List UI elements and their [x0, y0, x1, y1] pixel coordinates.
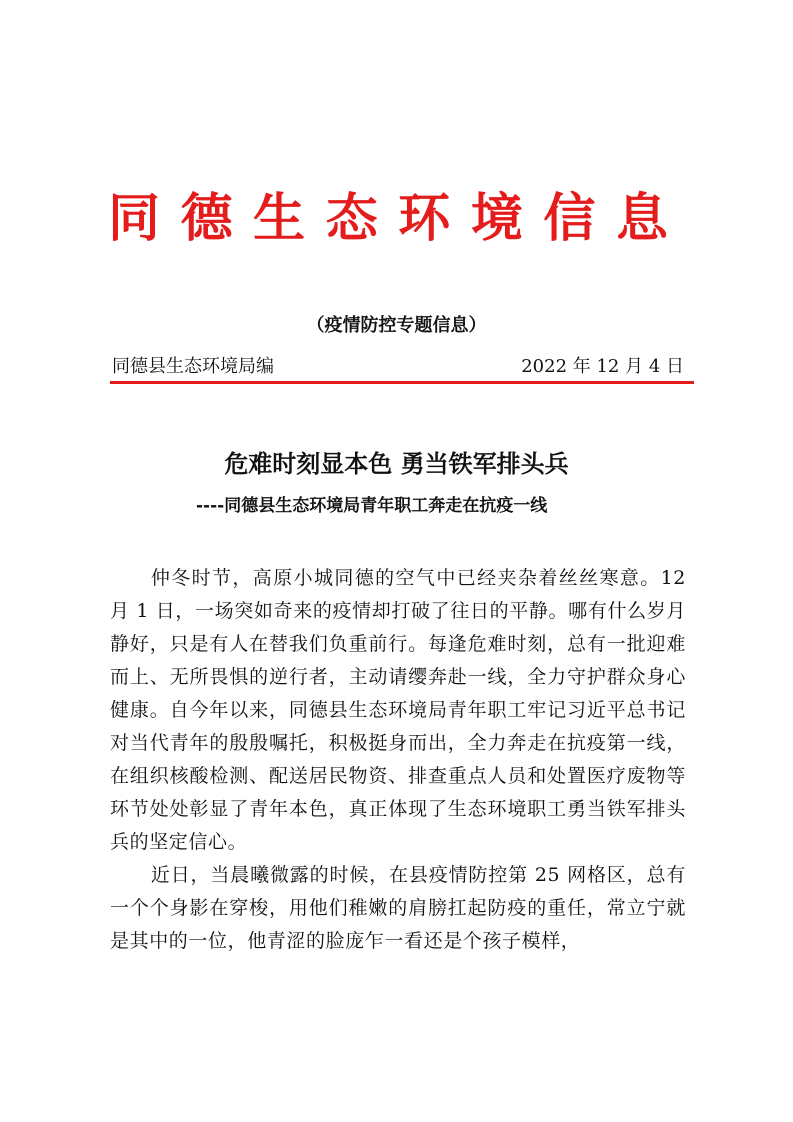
article-subtitle: ----同德县生态环境局青年职工奔走在抗疫一线 — [196, 496, 548, 516]
masthead-title — [108, 186, 668, 252]
masthead-char: 德 — [180, 189, 233, 249]
body-paragraph: 近日，当晨曦微露的时候，在县疫情防控第 25 网格区，总有一个个身影在穿梭，用他们稚嫩的肩膀扛起防疫的重任，常立宁就是其中的一位，他青涩的脸庞乍一看还是个孩子模样， — [110, 864, 686, 952]
article-body — [110, 562, 686, 958]
article-title: 危难时刻显本色 勇当铁军排头兵 — [224, 450, 569, 478]
issue-subtitle: （疫情防控专题信息） — [306, 315, 487, 336]
masthead-char: 环 — [398, 189, 451, 249]
meta-row — [112, 353, 684, 381]
masthead-char: 同 — [108, 189, 161, 249]
masthead-char: 境 — [470, 189, 523, 249]
body-paragraph: 仲冬时节，高原小城同德的空气中已经夹杂着丝丝寒意。12 月 1 日，一场突如奇来的疫情却打破了往日的平静。哪有什么岁月静好，只是有人在替我们负重前行。每逢危难时刻，总有一批迎难而上、无所畏惧的逆行者，主动请缨奔赴一线，全力守护群众身心健康。自今年以来，同德县生态环境局青年职工牢记习近平总书记对当代青年的殷殷嘱托，积极挺身而出，全力奔走在抗疫第一线，在组织核酸检测、配送居民物资、排查重点人员和处置医疗废物等环节处处彰显了青年本色，真正体现了生态环境职工勇当铁军排头兵的坚定信心。 — [110, 567, 686, 853]
masthead-char: 信 — [543, 189, 596, 249]
masthead-char: 生 — [253, 189, 306, 249]
masthead-char: 态 — [325, 189, 378, 249]
editor-label: 同德县生态环境局编 — [112, 356, 274, 377]
masthead-char: 息 — [615, 189, 668, 249]
red-divider — [110, 381, 694, 384]
issue-date: 2022 年 12 月 4 日 — [521, 356, 684, 377]
